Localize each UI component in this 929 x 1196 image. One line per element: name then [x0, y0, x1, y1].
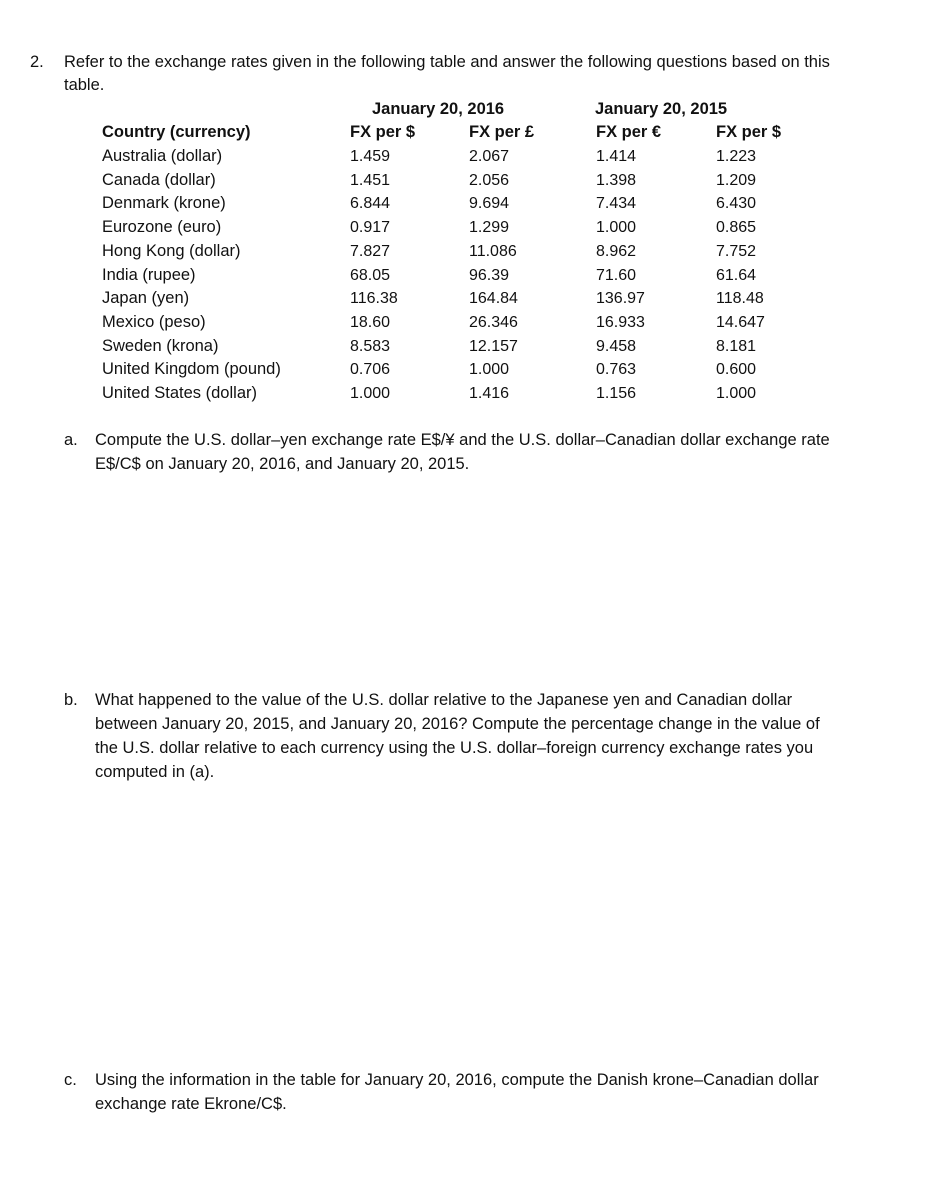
country-cell: United Kingdom (pound) — [102, 360, 281, 379]
subquestion-text-line: the U.S. dollar relative to each currency using the U.S. dollar–foreign currency exchange rates you — [95, 739, 814, 757]
subquestion-text-line: Compute the U.S. dollar–yen exchange rate E$/¥ and the U.S. dollar–Canadian dollar exchange rate — [95, 431, 830, 449]
subquestion-text-line: computed in (a). — [95, 763, 215, 781]
fx-per-pound-2016-cell: 12.157 — [469, 337, 518, 355]
fx-per-dollar-2016-cell: 7.827 — [350, 242, 391, 260]
fx-per-dollar-2015-cell: 1.223 — [716, 148, 757, 165]
fx-per-euro-2015-cell: 71.60 — [596, 266, 637, 284]
fx-per-dollar-2015-cell: 0.865 — [716, 219, 757, 237]
fx-per-dollar-2015-cell: 14.647 — [716, 313, 765, 331]
subquestion-text-line: between January 20, 2015, and January 20, 2016? Compute the percentage change in the value of — [95, 715, 820, 733]
fx-per-dollar-2016-cell: 0.706 — [350, 361, 391, 379]
question-intro-line-2: table. — [64, 76, 105, 94]
fx-per-dollar-2015-cell: 118.48 — [716, 290, 764, 308]
fx-per-euro-2015-cell: 136.97 — [596, 290, 645, 308]
subquestion-label: a. — [64, 431, 78, 449]
fx-per-euro-2015-cell: 1.398 — [596, 171, 637, 189]
fx-per-dollar-2016-cell: 116.38 — [350, 290, 398, 308]
country-cell: Eurozone (euro) — [102, 218, 222, 237]
fx-per-pound-2016-cell: 26.346 — [469, 313, 518, 331]
fx-per-euro-2015-cell: 16.933 — [596, 313, 645, 331]
fx-per-pound-2016-cell: 96.39 — [469, 266, 510, 284]
fx-per-dollar-2016-cell: 1.451 — [350, 171, 391, 189]
fx-per-euro-2015-cell: 8.962 — [596, 242, 637, 260]
country-cell: Canada (dollar) — [102, 170, 216, 189]
fx-per-dollar-2015-cell: 61.64 — [716, 266, 757, 284]
fx-per-dollar-2015-cell: 0.600 — [716, 361, 757, 379]
subquestion-text-line: E$/C$ on January 20, 2016, and January 20, 2015. — [95, 455, 470, 473]
fx-per-euro-2015-cell: 9.458 — [596, 337, 637, 355]
fx-per-pound-2016-cell: 1.000 — [469, 361, 510, 379]
fx-per-euro-2015-cell: 0.763 — [596, 361, 637, 379]
subquestion-text-line: What happened to the value of the U.S. dollar relative to the Japanese yen and Canadian dollar — [95, 691, 793, 709]
fx-per-dollar-2016-cell: 1.000 — [350, 385, 391, 402]
subquestion-label: b. — [64, 691, 78, 709]
question-intro-line-1: Refer to the exchange rates given in the following table and answer the following questions based on this — [64, 53, 830, 71]
fx-per-dollar-2015-cell: 8.181 — [716, 337, 757, 355]
fx-per-euro-2015-cell: 1.156 — [596, 385, 637, 402]
fx-per-dollar-2016-cell: 68.05 — [350, 266, 391, 284]
fx-per-pound-2016-cell: 1.299 — [469, 219, 510, 237]
subquestion-text-line: Using the information in the table for January 20, 2016, compute the Danish krone–Canadian dollar — [95, 1071, 819, 1089]
column-header-2015-fx-per-dollar: FX per $ — [716, 123, 782, 141]
country-cell: Hong Kong (dollar) — [102, 241, 241, 260]
column-header-country: Country (currency) — [102, 123, 251, 141]
column-header-2016-fx-per-pound: FX per £ — [469, 123, 535, 141]
subquestion-text-line: exchange rate Ekrone/C$. — [95, 1095, 287, 1113]
subquestion-label: c. — [64, 1071, 77, 1089]
country-cell: Denmark (krone) — [102, 194, 226, 213]
fx-per-pound-2016-cell: 1.416 — [469, 385, 510, 402]
fx-per-pound-2016-cell: 164.84 — [469, 290, 518, 308]
fx-per-dollar-2015-cell: 7.752 — [716, 242, 757, 260]
country-cell: India (rupee) — [102, 265, 196, 284]
fx-per-pound-2016-cell: 2.067 — [469, 148, 510, 165]
fx-per-dollar-2015-cell: 6.430 — [716, 195, 757, 213]
fx-per-pound-2016-cell: 9.694 — [469, 195, 510, 213]
fx-per-pound-2016-cell: 11.086 — [469, 242, 517, 260]
fx-per-dollar-2016-cell: 6.844 — [350, 195, 391, 213]
fx-per-dollar-2016-cell: 18.60 — [350, 313, 391, 331]
group-header-2016: January 20, 2016 — [372, 100, 505, 118]
fx-per-dollar-2016-cell: 1.459 — [350, 148, 391, 165]
country-cell: Sweden (krona) — [102, 336, 219, 355]
question-number: 2. — [30, 53, 44, 71]
column-header-2015-fx-per-euro: FX per € — [596, 123, 662, 141]
group-header-2015: January 20, 2015 — [595, 100, 728, 118]
fx-per-dollar-2015-cell: 1.209 — [716, 171, 757, 189]
fx-per-euro-2015-cell: 1.414 — [596, 148, 637, 165]
fx-per-dollar-2016-cell: 0.917 — [350, 219, 391, 237]
column-header-2016-fx-per-dollar: FX per $ — [350, 123, 416, 141]
country-cell: United States (dollar) — [102, 384, 257, 402]
fx-per-euro-2015-cell: 1.000 — [596, 219, 637, 237]
fx-per-dollar-2016-cell: 8.583 — [350, 337, 391, 355]
fx-per-euro-2015-cell: 7.434 — [596, 195, 637, 213]
fx-per-dollar-2015-cell: 1.000 — [716, 385, 757, 402]
fx-per-pound-2016-cell: 2.056 — [469, 171, 510, 189]
country-cell: Mexico (peso) — [102, 312, 206, 331]
country-cell: Japan (yen) — [102, 289, 190, 308]
country-cell: Australia (dollar) — [102, 147, 223, 165]
